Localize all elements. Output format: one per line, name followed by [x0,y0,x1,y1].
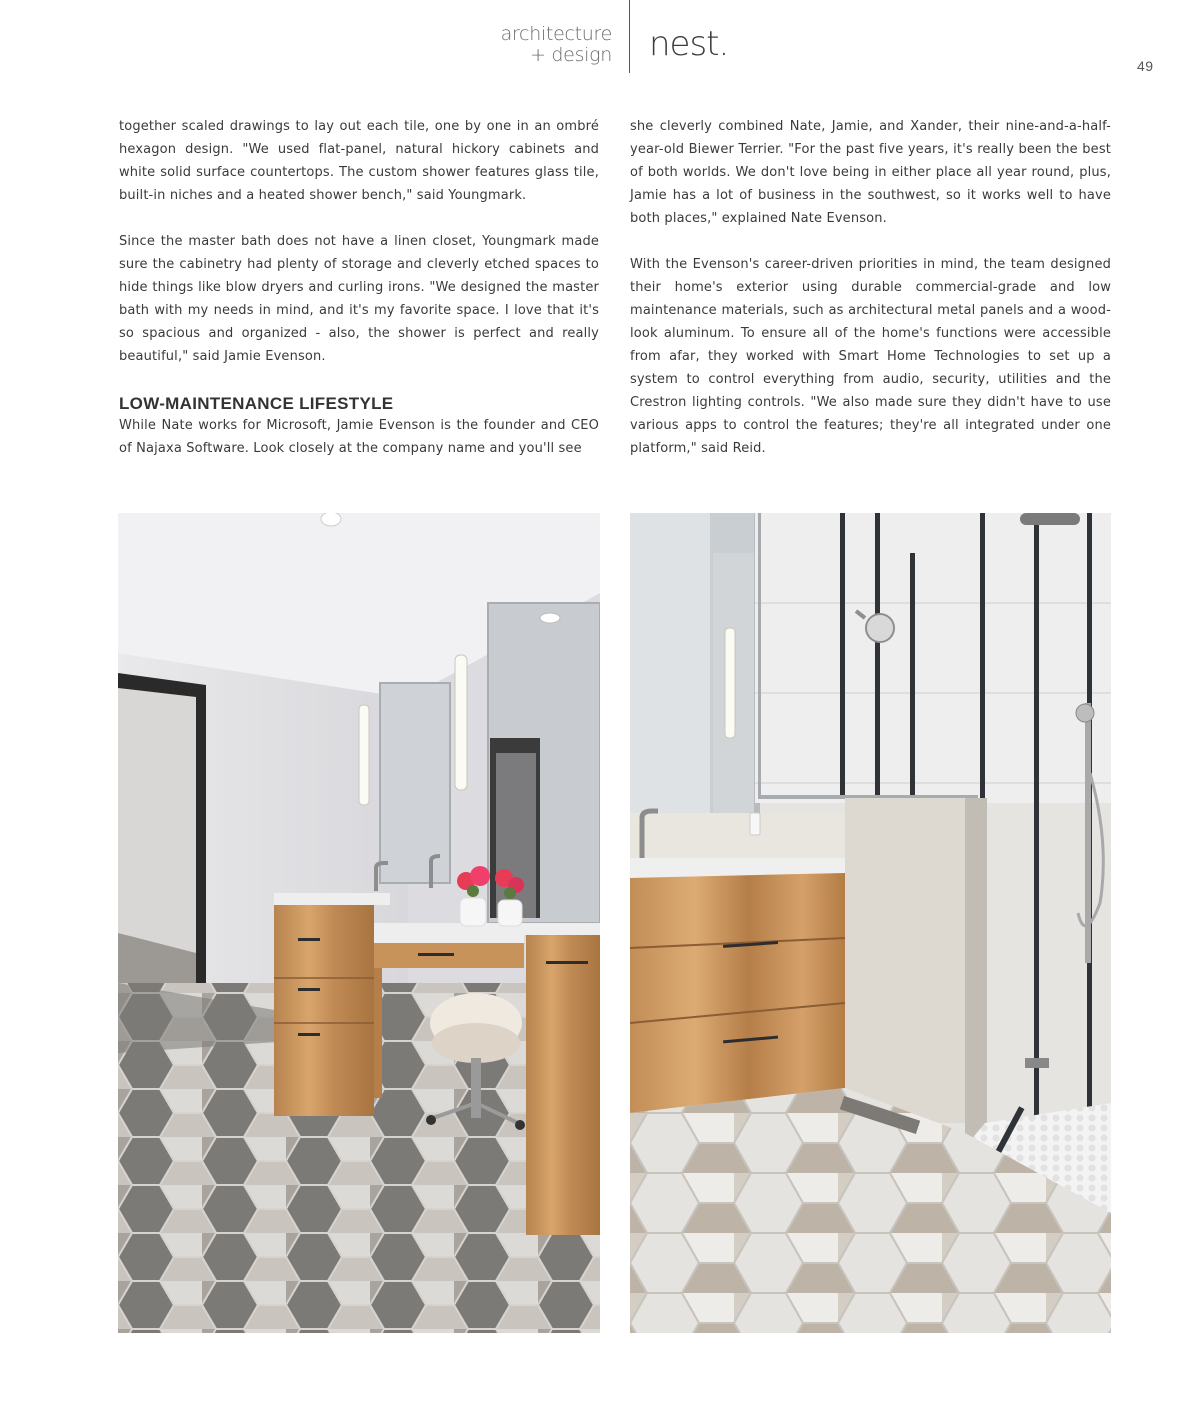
magazine-logo: nest. [649,24,729,64]
paragraph: together scaled drawings to lay out each tile, one by one in an ombré hexagon design. "We used flat-panel, natural hickory cabinets and white solid surface countertops. The custom shower features glass tile, built-in niches and a heated shower bench," said Youngmark. [119,119,599,203]
section-label-line2: + design [530,44,612,66]
article-column-left [119,115,599,460]
section-subheading: LOW-MAINTENANCE LIFESTYLE [119,394,394,413]
paragraph: With the Evenson's career-driven priorities in mind, the team designed their home's exterior using durable commercial-grade and low maintenance materials, such as architectural metal panels and a wood-look aluminum. To ensure all of the home's functions were accessible from afar, they worked with Smart Home Technologies to set up a system to control everything from audio, security, utilities and the Crestron lighting controls. "We also made sure they didn't have to use various apps to control the features; they're all integrated under one platform," said Reid. [630,257,1111,456]
paragraph: she cleverly combined Nate, Jamie, and Xander, their nine-and-a-half-year-old Biewer Terrier. "For the past five years, it's really been the best of both worlds. We don't love being in either place all year round, plus, Jamie has a lot of business in the southwest, so it works well to have both places," explained Nate Evenson. [630,119,1111,226]
bathroom-vanity-photo [118,513,600,1333]
article-column-right [630,115,1111,460]
section-label-line1: architecture [500,23,612,45]
section-label [501,24,612,66]
paragraph: While Nate works for Microsoft, Jamie Evenson is the founder and CEO of Najaxa Software. Look closely at the company name and you'll see [119,418,599,456]
page-number: 49 [1137,58,1154,74]
paragraph: Since the master bath does not have a linen closet, Youngmark made sure the cabinetry had plenty of storage and cleverly etched spaces to hide things like blow dryers and curling irons. "We designed the master bath with my needs in mind, and it's my favorite space. I love that it's so spacious and organized - also, the shower is perfect and really beautiful," said Jamie Evenson. [119,234,599,364]
page-header [0,0,1200,80]
bathroom-shower-photo [630,513,1111,1333]
header-divider [629,0,630,73]
